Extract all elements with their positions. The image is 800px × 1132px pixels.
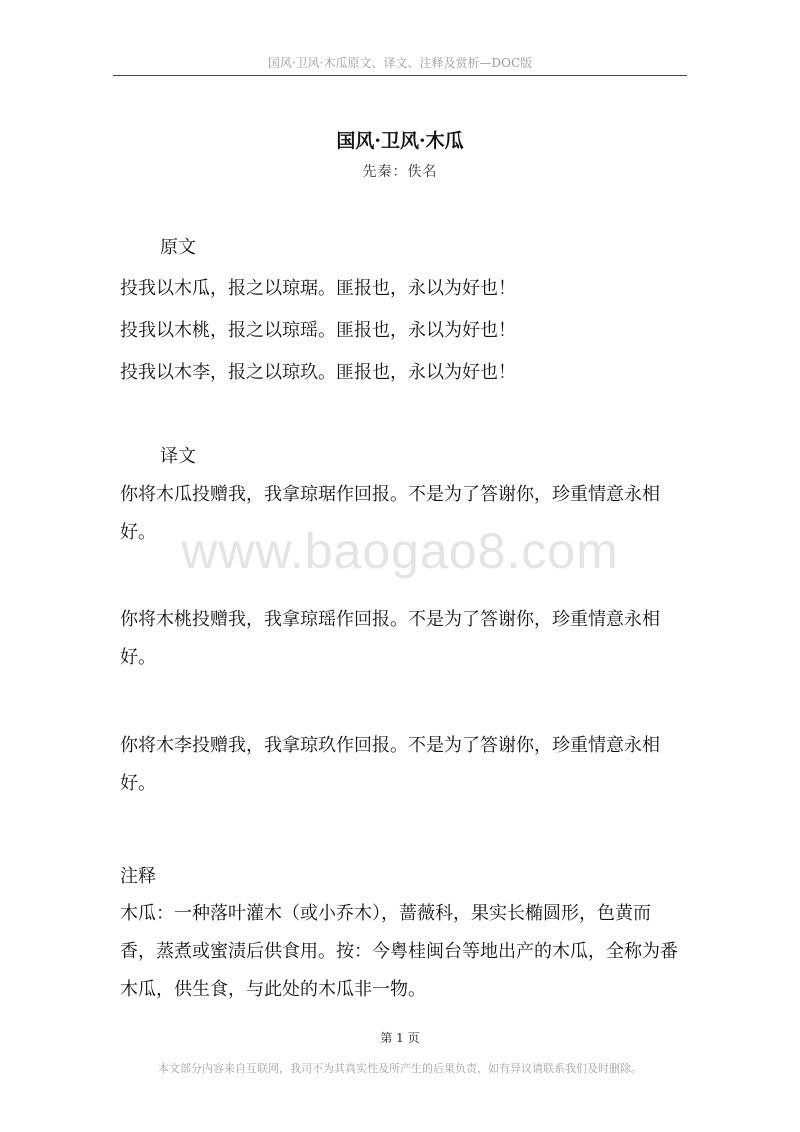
translation-paragraph: 你将木桃投赠我，我拿琼瑶作回报。不是为了答谢你，珍重情意永相好。 — [120, 609, 660, 668]
author-line: 先秦：佚名 — [362, 164, 438, 180]
section-heading-translation: 译文 — [160, 446, 196, 467]
header-divider — [113, 75, 687, 76]
page-number: 第 1 页 — [380, 1031, 420, 1045]
page-header-text: 国风·卫风·木瓜原文、译文、注释及赏析—DOC版 — [267, 56, 533, 70]
original-line: 投我以木瓜，报之以琼琚。匪报也，永以为好也！ — [120, 278, 516, 299]
watermark: www.baogao8.com — [181, 523, 619, 579]
footer-disclaimer: 本文部分内容来自互联网，我司不为其真实性及所产生的后果负责，如有异议请联系我们及时删除。 — [158, 1062, 642, 1075]
notes-paragraph: 木瓜：一种落叶灌木（或小乔木），蔷薇科，果实长椭圆形，色黄而香，蒸煮或蜜渍后供食用。按：今粤桂闽台等地出产的木瓜，全称为番木瓜，供生食，与此处的木瓜非一物。 — [120, 903, 678, 1000]
section-heading-notes: 注释 — [120, 866, 156, 887]
translation-paragraph: 你将木瓜投赠我，我拿琼琚作回报。不是为了答谢你，珍重情意永相好。 — [120, 484, 660, 543]
original-line: 投我以木桃，报之以琼瑶。匪报也，永以为好也！ — [120, 320, 516, 341]
document-title: 国风·卫风·木瓜 — [336, 130, 464, 152]
original-line: 投我以木李，报之以琼玖。匪报也，永以为好也！ — [120, 362, 516, 383]
section-heading-original: 原文 — [160, 237, 196, 258]
translation-paragraph: 你将木李投赠我，我拿琼玖作回报。不是为了答谢你，珍重情意永相好。 — [120, 735, 660, 794]
